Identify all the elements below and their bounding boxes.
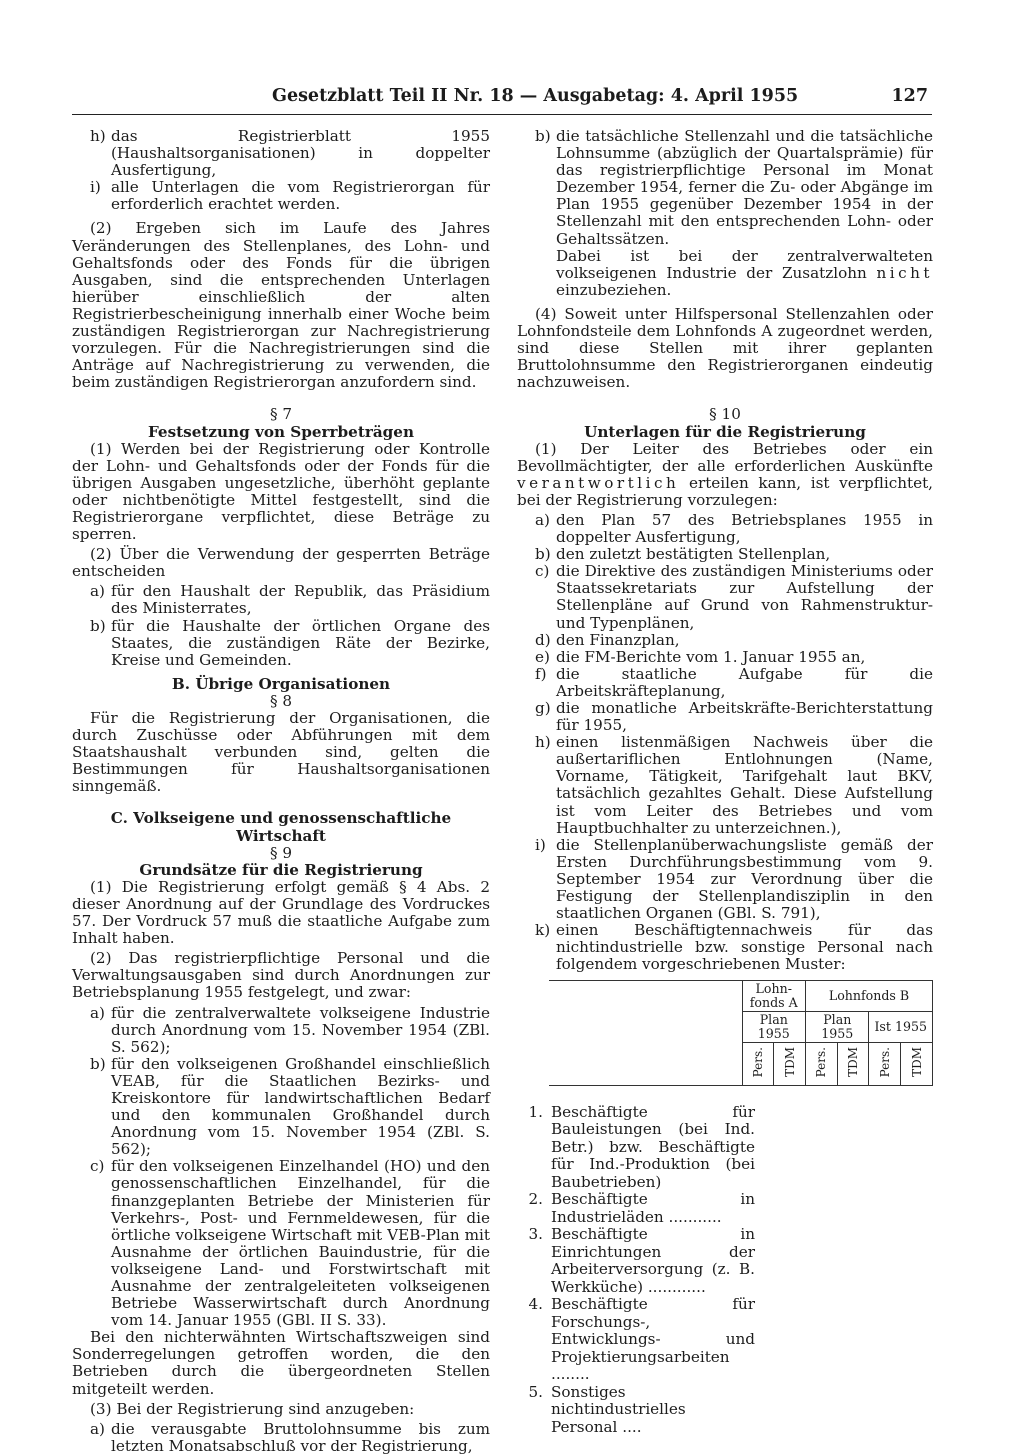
list-item: c) für den volkseigenen Einzelhandel (HO) und den genossenschaftlichen Einzelhandel, für die finanzgeplanten Betriebe der Ministerien für Verkehrs-, Post- und Fernmeldewesen, für die örtliche volkseigene Wirtschaft mit VEB-Plan mit Ausnahme der örtlichen Bauindustrie, für die volkseigene Land- und Forstwirtschaft mit Ausnahme der zentralgeleiteten volkseigenen Betriebe Wasserwirtschaft durch Anordnung vom 14. Januar 1955 (GBl. II S. 33). (90, 1157, 490, 1330)
section-title: Grundsätze für die Registrierung (139, 860, 423, 879)
list-item: a) für die zentralverwaltete volkseigene Industrie durch Anordnung vom 15. November 1954 (ZBl. S. 562); (90, 1003, 490, 1056)
list-item: 1. Beschäftigte für Bauleistungen (bei Ind. Betr.) bzw. Beschäftigte für Ind.-Produktion (bei Baubetrieben) (528, 1102, 755, 1191)
paragraph: (2) Ergeben sich im Laufe des Jahres Veränderungen des Stellenplanes, des Lohn- und Gehaltsfonds oder des Fonds für die übrigen Ausgaben, sind die entsprechenden Unterlagen hierüber einschließlich der alten Registrierbescheinigung innerhalb einer Woche beim zuständigen Registrierorgan zur Nachregistrierung vorzulegen. Für die Nachregistrierungen sind die Anträge auf Nachregistrierung zu verwenden, die beim zuständigen Registrierorgan anzufordern sind. (72, 219, 490, 392)
section-title: Festsetzung von Sperrbeträgen (147, 422, 415, 441)
table-subheader: Ist 1955 (869, 1011, 933, 1042)
list-item: b) für die Haushalte der örtlichen Organe des Staates, die zuständigen Räte der Bezirke, Kreise und Gemeinden. (90, 616, 490, 669)
list-item: a) die verausgabte Bruttolohnsumme bis zum letzten Monatsabschluß vor der Registrierung, (90, 1419, 490, 1455)
numbered-list (517, 1104, 755, 1437)
note: Dabei ist bei der zentralverwalteten volkseigenen Industrie der Zusatzlohn nicht einzubeziehen. (556, 246, 933, 299)
paragraph: Bei den nichterwähnten Wirtschaftszweigen sind Sonderregelungen getroffen worden, die den Betrieben durch die übergeordneten Stellen mitgeteilt werden. (72, 1328, 490, 1398)
paragraph: (2) Das registrierpflichtige Personal und die Verwaltungsausgaben sind durch Anordnungen zur Betriebsplanung 1955 festgelegt, und zwar: (72, 949, 490, 1002)
table-col-header: Pers. (806, 1042, 838, 1085)
list-item: b) für den volkseigenen Großhandel einschließlich VEAB, für die Staatlichen Bezirks- und Kreiskontore für landwirtschaftlichen Bedarf und den kommunalen Großhandel durch Anordnung vom 15. November 1954 (ZBl. S. 562); (90, 1054, 490, 1159)
list-item: i) die Stellenplanüberwachungsliste gemäß der Ersten Durchführungsbestimmung vom 9. September 1954 zur Verordnung über die Festigung der Stellenplandisziplin in den staatlichen Organen (GBl. S. 791), (535, 835, 933, 923)
document-list (517, 512, 933, 974)
list-item: b) die tatsächliche Stellenzahl und die tatsächliche Lohnsumme (abzüglich der Quartalsprämie) für das registrierpflichtige Personal im Monat Dezember 1954, ferner die Zu- oder Abgänge im Plan 1955 gegenüber Dezember 1954 in der Stellenzahl mit den entsprechenden Lohn- oder Gehaltssätzen. (535, 127, 933, 248)
paragraph: Für die Registrierung der Organisationen, die durch Zuschüsse oder Abführungen mit dem Staatshaushalt verbunden sind, gelten die Bestimmungen für Haushaltsorganisationen sinngemäß. (72, 709, 490, 796)
list-item: k) einen Beschäftigtennachweis für das nichtindustrielle bzw. sonstige Personal nach folgendem vorgeschriebenen Muster: (535, 921, 933, 974)
section-number: § 8 (269, 691, 293, 710)
paragraph: (3) Bei der Registrierung sind anzugeben: (90, 1399, 415, 1418)
page-header (72, 86, 932, 115)
table-subheader: Plan 1955 (742, 1011, 806, 1042)
section-number: § 10 (709, 405, 741, 424)
list-item: c) die Direktive des zuständigen Ministeriums oder Staatssekretariats zur Aufstellung der Stellenpläne auf Grund von Rahmenstruktur- und Typenplänen, (535, 562, 933, 632)
table-col-header: Pers. (869, 1042, 901, 1085)
list-item: h) das Registrierblatt 1955 (Haushaltsorganisationen) in doppelter Ausfertigung, (90, 127, 490, 180)
left-column (72, 128, 490, 1455)
list-item: d) den Finanzplan, (535, 630, 680, 649)
header-title: Gesetzblatt Teil II Nr. 18 — Ausgabetag: 4. April 1955 (272, 86, 799, 106)
section-number: § 9 (269, 843, 293, 862)
list-item: f) die staatliche Aufgabe für die Arbeitskräfteplanung, (535, 664, 933, 700)
list-item: a) den Plan 57 des Betriebsplanes 1955 in doppelter Ausfertigung, (535, 510, 933, 547)
section-title: Unterlagen für die Registrierung (584, 422, 866, 441)
paragraph: (2) Über die Verwendung der gesperrten Beträge entscheiden (72, 545, 490, 581)
page-number: 127 (891, 86, 928, 106)
paragraph: (4) Soweit unter Hilfspersonal Stellenzahlen oder Lohnfondsteile dem Lohnfonds A zugeordnet werden, sind diese Stellen mit ihrer geplanten Bruttolohnsumme den Registrierorganen eindeutig nachzuweisen. (517, 304, 933, 392)
list-item: i) alle Unterlagen die vom Registrierorgan für erforderlich erachtet werden. (90, 178, 490, 214)
list-item: a) für den Haushalt der Republik, das Präsidium des Ministerrates, (90, 582, 490, 618)
list-item: 3. Beschäftigte in Einrichtungen der Arbeiterversorgung (z. B. Werkküche) ............ (528, 1225, 755, 1296)
list-item: h) einen listenmäßigen Nachweis über die außertariflichen Entlohnungen (Name, Vorname, Tätigkeit, Tarifgehalt laut BKV, tatsächlich gezahltes Gehalt. Diese Aufstellung ist vom Leiter des Betriebes und vom Hauptbuchhalter zu unterzeichnen.), (535, 733, 933, 837)
part-title: C. Volkseigene und genossenschaftliche Wirtschaft (110, 809, 452, 845)
personnel-table (549, 980, 933, 1086)
table-header: Lohnfonds B (806, 980, 933, 1011)
list-item: b) den zuletzt bestätigten Stellenplan, (535, 545, 831, 564)
part-title: B. Übrige Organisationen (171, 674, 391, 693)
table-col-header: TDM (901, 1042, 933, 1085)
paragraph: (1) Die Registrierung erfolgt gemäß § 4 Abs. 2 dieser Anordnung auf der Grundlage des Vordruckes 57. Der Vordruck 57 muß die staatliche Aufgabe zum Inhalt haben. (72, 877, 490, 948)
paragraph: (1) Der Leiter des Betriebes oder ein Bevollmächtigter, der alle erforderlichen Auskünfte verantwortlich erteilen kann, ist verpflichtet, bei der Registrierung vorzulegen: (517, 439, 934, 509)
list-item: g) die monatliche Arbeitskräfte-Berichterstattung für 1955, (535, 699, 933, 735)
list-item: 4. Beschäftigte für Forschungs-, Entwicklungs- und Projektierungsarbeiten ........ (528, 1295, 755, 1383)
list-item: e) die FM-Berichte vom 1. Januar 1955 an, (535, 647, 866, 666)
table-blank-cell (549, 980, 742, 1085)
table-subheader: Plan 1955 (806, 1011, 869, 1042)
table-header: Lohn- fonds A (742, 980, 806, 1011)
table-col-header: TDM (837, 1042, 869, 1085)
list-item: 2. Beschäftigte in Industrieläden ........... (528, 1190, 755, 1226)
table-col-header: TDM (774, 1042, 806, 1085)
list-item: 5. Sonstiges nichtindustrielles Personal .... (528, 1382, 686, 1436)
paragraph: (1) Werden bei der Registrierung oder Kontrolle der Lohn- und Gehaltsfonds oder der Fonds für die übrigen Ausgaben ungesetzliche, überhöht geplante oder nichtbenötigte Mittel festgestellt, sind die Registrierorgane verpflichtet, diese Beträge zu sperren. (72, 439, 490, 544)
right-column (517, 128, 933, 1436)
table-col-header: Pers. (742, 1042, 774, 1085)
section-number: § 7 (269, 405, 293, 424)
